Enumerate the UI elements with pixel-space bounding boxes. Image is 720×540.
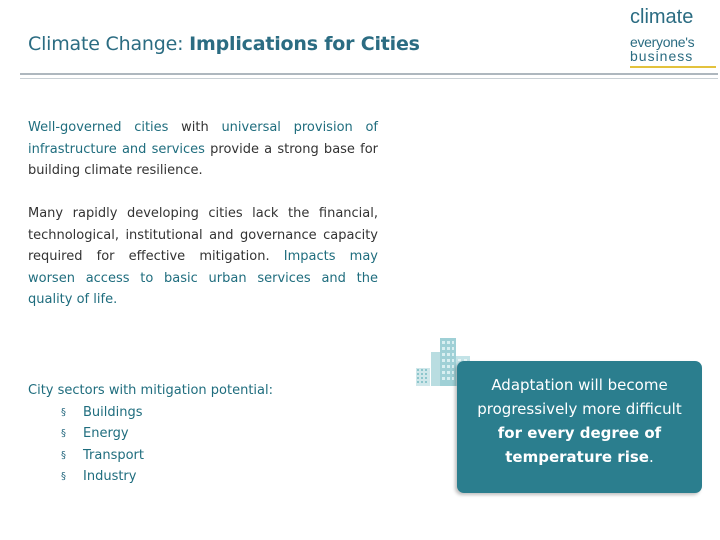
brand-logo	[630, 6, 716, 68]
title-divider	[20, 73, 718, 75]
brand-line3: business	[630, 48, 694, 64]
paragraph-governance	[28, 117, 378, 182]
list-item	[61, 445, 273, 467]
sector-label: Energy	[83, 426, 129, 441]
adaptation-callout	[457, 361, 702, 493]
sectors-heading: City sectors with mitigation potential:	[28, 383, 273, 398]
p1-highlight-2: universal provision of infrastructure and services	[28, 120, 378, 157]
p1-highlight-1: Well-governed cities	[28, 120, 169, 135]
list-item	[61, 402, 273, 424]
list-item	[61, 466, 273, 488]
title-divider-thin	[20, 78, 718, 79]
callout-bold: for every degree of temperature rise	[497, 424, 662, 466]
p1-text-2: provide a strong base for building climate resilience.	[28, 141, 379, 178]
p2-text-1: Many rapidly developing cities lack the financial, technological, institutional and governance capacity required for effective mitigation.	[28, 206, 378, 264]
title-bold: Implications for Cities	[189, 33, 420, 55]
callout-text-2: .	[648, 448, 654, 466]
brand-line2: everyone's	[630, 34, 695, 50]
callout-text-1: Adaptation will become progressively more difficult	[477, 376, 682, 418]
p2-highlight-1: Impacts may worsen access to basic urban services and the quality of life.	[28, 249, 378, 307]
paragraph-capacity	[28, 203, 378, 311]
p1-text-1: with	[168, 120, 222, 135]
title-prefix: Climate Change:	[28, 33, 190, 55]
sectors-list	[28, 380, 273, 488]
sector-label: Buildings	[83, 404, 143, 420]
sector-label: Industry	[83, 469, 137, 484]
bullet-icon: §	[61, 406, 66, 418]
bullet-icon: §	[61, 471, 66, 482]
sector-label: Transport	[83, 447, 145, 463]
page-title	[28, 33, 420, 55]
list-item	[61, 423, 273, 445]
brand-underline	[630, 66, 716, 68]
bullet-icon: §	[61, 449, 66, 461]
bullet-icon: §	[61, 428, 66, 439]
brand-line1: climate	[630, 6, 694, 28]
